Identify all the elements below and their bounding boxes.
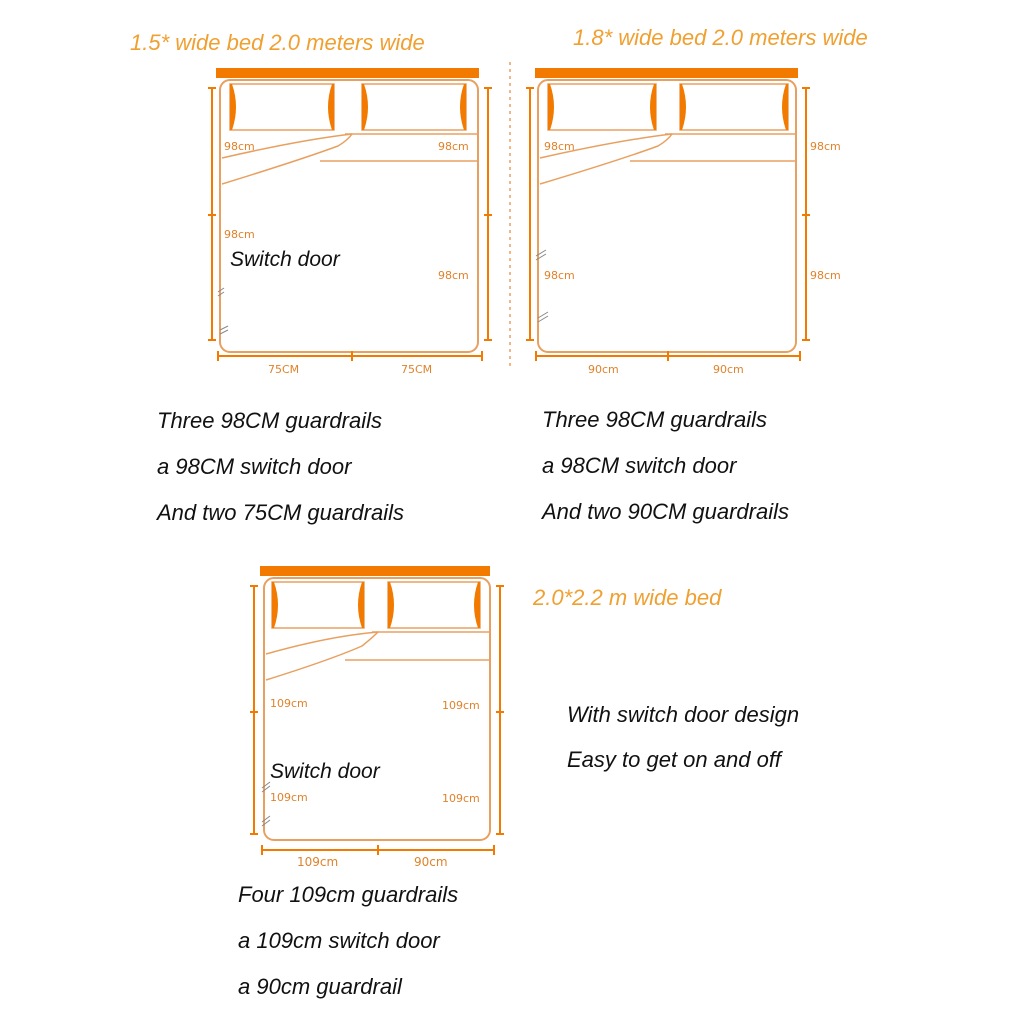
bed-2-pillow-left bbox=[548, 84, 656, 130]
bed-1-pillow-right bbox=[362, 84, 466, 130]
bed-3-pillow-left bbox=[272, 582, 364, 628]
bed-2-left-dim bbox=[526, 88, 534, 340]
bed-1-outline bbox=[220, 80, 478, 352]
bed-3-dim-bottom-left: 109cm bbox=[297, 855, 339, 869]
bed-2-line-3: And two 90CM guardrails bbox=[542, 499, 790, 524]
bed-2-outline bbox=[538, 80, 796, 352]
bed-3-dim-left-mid: 109cm bbox=[270, 791, 308, 804]
bed-3-dim-right-top: 109cm bbox=[442, 699, 480, 712]
bed-1-right-dim bbox=[484, 88, 492, 340]
bed-1-left-dim bbox=[208, 88, 216, 340]
bed-3-dim-bottom-right: 90cm bbox=[414, 855, 448, 869]
bed-2-headboard bbox=[535, 68, 798, 78]
bed-1-dim-bottom-left: 75CM bbox=[268, 363, 300, 376]
bed-3-dim-left-top: 109cm bbox=[270, 697, 308, 710]
bed-2-dim-right-mid: 98cm bbox=[810, 269, 841, 282]
bed-2-line-2: a 98CM switch door bbox=[542, 453, 737, 478]
bed-1-dim-bottom-right: 75CM bbox=[401, 363, 433, 376]
bed-1-door-label: Switch door bbox=[230, 248, 340, 271]
bed-3-headboard bbox=[260, 566, 490, 576]
feature-line-2: Easy to get on and off bbox=[567, 747, 782, 772]
bed-1-line-3: And two 75CM guardrails bbox=[157, 500, 405, 525]
bed-2-dim-left-mid: 98cm bbox=[544, 269, 575, 282]
bed-1-title: 1.5* wide bed 2.0 meters wide bbox=[130, 30, 425, 55]
bed-2-dim-right-top: 98cm bbox=[810, 140, 841, 153]
bed-3-line-1: Four 109cm guardrails bbox=[238, 882, 459, 907]
bed-2-pillow-right bbox=[680, 84, 788, 130]
bed-2-right-dim bbox=[802, 88, 810, 340]
bed-1-dim-left-top: 98cm bbox=[224, 140, 255, 153]
feature-line-1: With switch door design bbox=[567, 702, 800, 727]
bed-2-dim-left-top: 98cm bbox=[544, 140, 575, 153]
bed-3-door-label: Switch door bbox=[270, 760, 380, 783]
bed-1-pillow-left bbox=[230, 84, 334, 130]
bed-2-blanket bbox=[540, 134, 796, 184]
bed-1-dim-left-mid: 98cm bbox=[224, 228, 255, 241]
bed-2-title: 1.8* wide bed 2.0 meters wide bbox=[573, 25, 868, 50]
bed-3-left-dim bbox=[250, 586, 258, 834]
bed-3-pillow-right bbox=[388, 582, 480, 628]
bed-2-dim-bottom-left: 90cm bbox=[588, 363, 619, 376]
bed-1-dim-right-mid: 98cm bbox=[438, 269, 469, 282]
bed-3-title: 2.0*2.2 m wide bed bbox=[533, 585, 722, 610]
bed-3-dim-right-mid: 109cm bbox=[442, 792, 480, 805]
bed-1-drawing bbox=[208, 68, 492, 361]
bed-1-dim-right-top: 98cm bbox=[438, 140, 469, 153]
bed-3-line-2: a 109cm switch door bbox=[238, 928, 440, 953]
bed-2-dim-bottom-right: 90cm bbox=[713, 363, 744, 376]
bed-3-bottom-dim bbox=[262, 845, 494, 855]
bed-3-right-dim bbox=[496, 586, 504, 834]
bed-3-blanket bbox=[266, 632, 490, 680]
bed-1-headboard bbox=[216, 68, 479, 78]
bed-2-drawing bbox=[526, 68, 810, 361]
bed-1-line-2: a 98CM switch door bbox=[157, 454, 352, 479]
bed-3-line-3: a 90cm guardrail bbox=[238, 974, 402, 999]
bed-1-line-1: Three 98CM guardrails bbox=[157, 408, 382, 433]
bed-2-line-1: Three 98CM guardrails bbox=[542, 407, 767, 432]
